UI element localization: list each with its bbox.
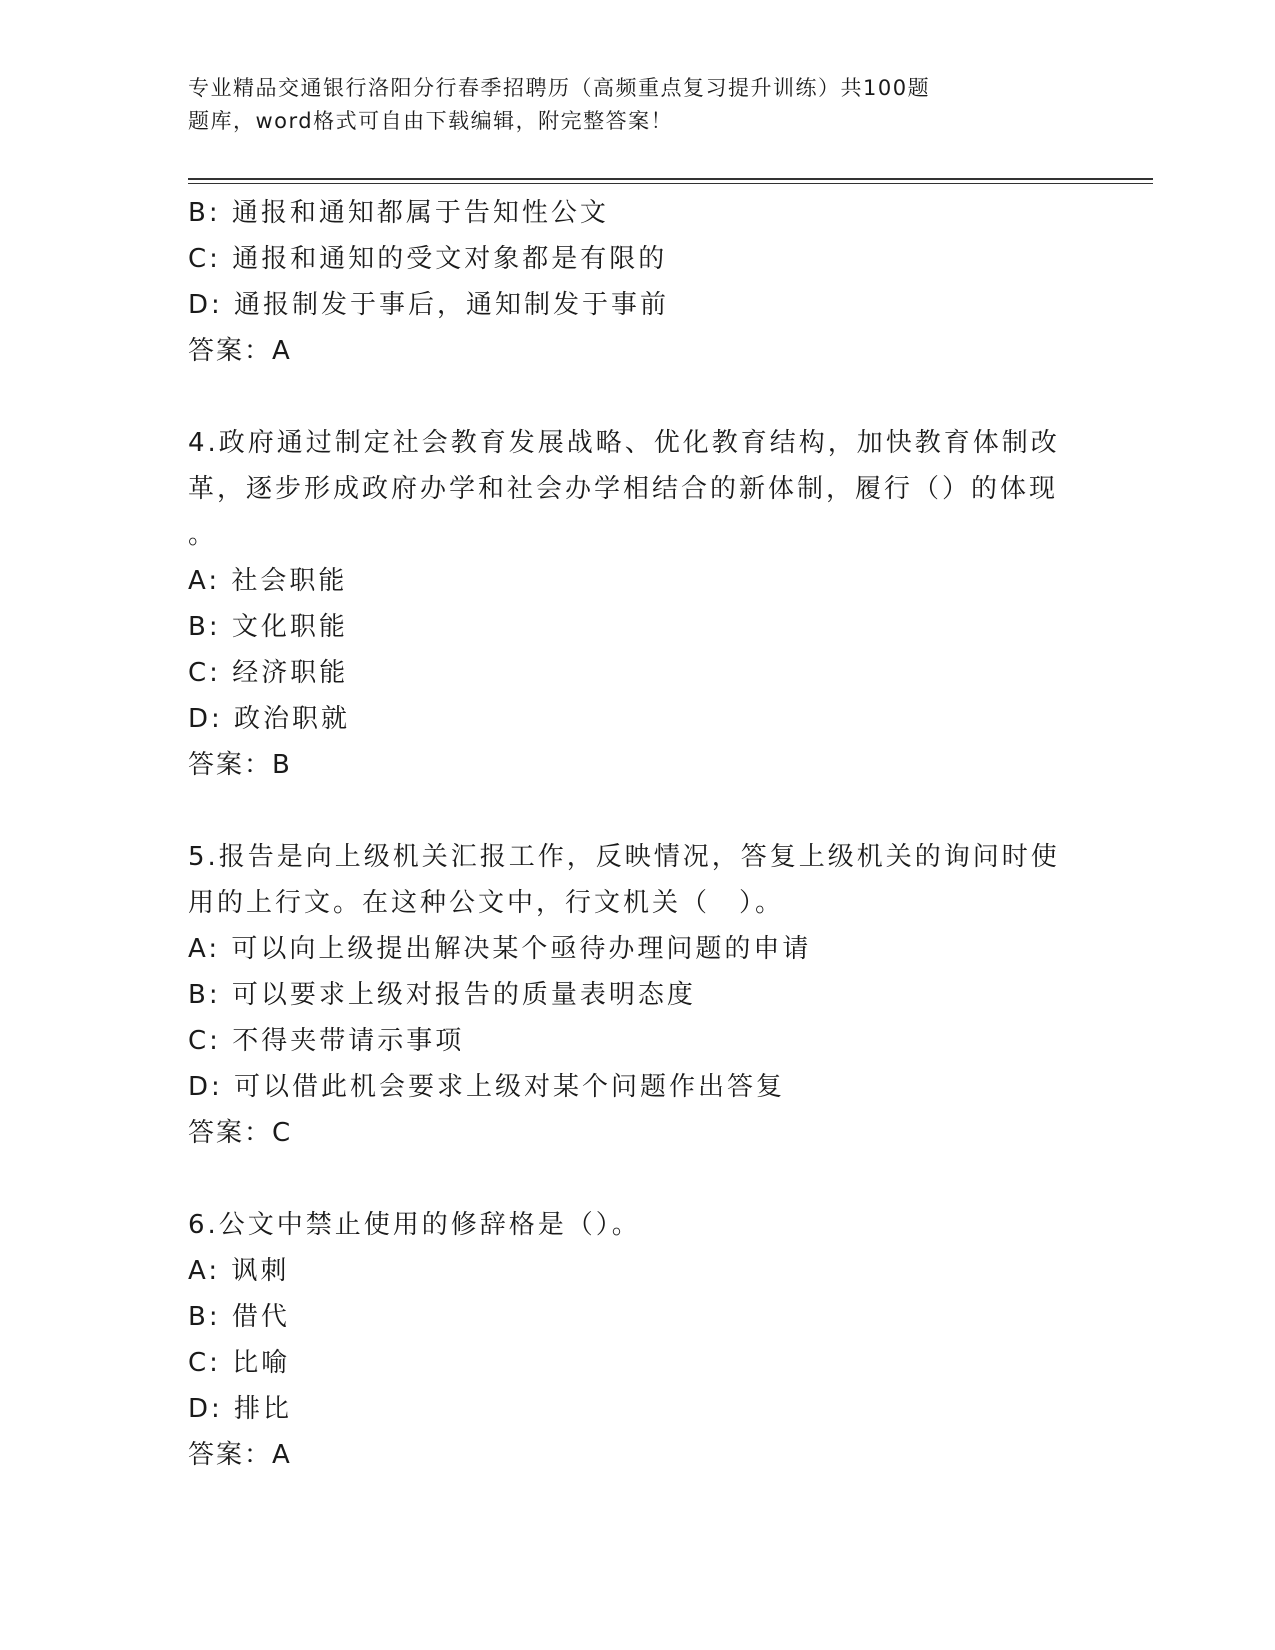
header-rule-thin	[188, 183, 1153, 184]
question-6	[188, 1202, 1068, 1478]
question-stem-line: 用的上行文。在这种公文中，行文机关（ ）。	[188, 888, 785, 918]
option-d: D: 排比	[188, 1394, 293, 1424]
option-c: C: 比喻	[188, 1348, 291, 1378]
option-c: C: 通报和通知的受文对象都是有限的	[188, 244, 668, 274]
answer-line: 答案：A	[188, 336, 292, 366]
header-rule-thick	[188, 178, 1153, 180]
option-c: C: 不得夹带请示事项	[188, 1026, 465, 1056]
answer-line: 答案：A	[188, 1440, 292, 1470]
option-d: D: 政治职就	[188, 704, 351, 734]
document-header	[188, 72, 1028, 138]
answer-line: 答案：B	[188, 750, 292, 780]
option-d: D: 通报制发于事后，通知制发于事前	[188, 290, 670, 320]
option-d: D: 可以借此机会要求上级对某个问题作出答复	[188, 1072, 786, 1102]
header-line-1: 专业精品交通银行洛阳分行春季招聘历（高频重点复习提升训练）共100题	[188, 76, 931, 100]
question-3-tail	[188, 190, 1068, 374]
question-stem-line: 6.公文中禁止使用的修辞格是（）。	[188, 1210, 641, 1240]
option-b: B: 可以要求上级对报告的质量表明态度	[188, 980, 696, 1010]
option-a: A: 可以向上级提出解决某个亟待办理问题的申请	[188, 934, 812, 964]
question-stem-line: 4.政府通过制定社会教育发展战略、优化教育结构，加快教育体制改	[188, 428, 1060, 458]
question-4	[188, 420, 1068, 788]
header-line-2: 题库，word格式可自由下载编辑，附完整答案！	[188, 109, 674, 133]
question-stem-line: 。	[188, 520, 218, 550]
option-a: A: 社会职能	[188, 566, 348, 596]
option-a: A: 讽刺	[188, 1256, 290, 1286]
question-stem-line: 5.报告是向上级机关汇报工作，反映情况，答复上级机关的询问时使	[188, 842, 1060, 872]
question-5	[188, 834, 1068, 1156]
answer-line: 答案：C	[188, 1118, 293, 1148]
question-stem-line: 革，逐步形成政府办学和社会办学相结合的新体制，履行（）的体现	[188, 474, 1059, 504]
option-b: B: 文化职能	[188, 612, 348, 642]
option-b: B: 借代	[188, 1302, 290, 1332]
option-b: B: 通报和通知都属于告知性公文	[188, 198, 609, 228]
document-body	[188, 190, 1068, 1478]
option-c: C: 经济职能	[188, 658, 349, 688]
